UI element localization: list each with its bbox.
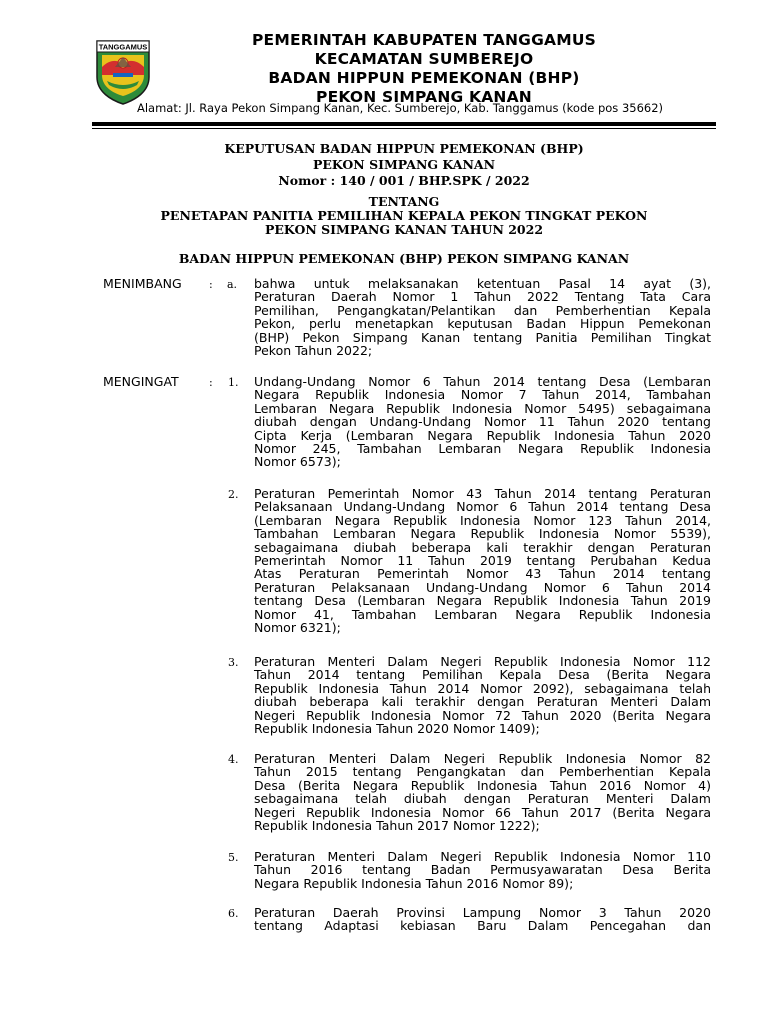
text-line: Nomor 6321); [254, 620, 341, 636]
text-line: Peraturan Pelaksanaan Undang-Undang Nomor 6 Tahun 2014 [254, 579, 711, 595]
logo-text: TANGGAMUS [98, 42, 148, 52]
text-line: Peraturan Pemerintah Nomor 43 Tahun 2014 tentang Peraturan [254, 486, 711, 501]
text-line: Nomor 6573); [254, 454, 341, 470]
text-line: tentang Adaptasi kebiasan Baru Dalam Pencegahan dan [254, 918, 711, 934]
mengingat-marker-4: 4. [228, 753, 239, 766]
text-line: Peraturan Menteri Dalam Negeri Republik Indonesia Nomor 110 [254, 849, 711, 864]
letterhead-line-4: PEKON SIMPANG KANAN [316, 88, 532, 106]
text-line: Negeri Republik Indonesia Nomor 66 Tahun 2017 (Berita Negara [254, 804, 711, 820]
mengingat-colon: : [209, 376, 213, 389]
text-line: Republik Indonesia Tahun 2014 Nomor 2092), sebagaimana telah [254, 680, 711, 696]
text-line: Pekon Tahun 2022; [254, 343, 373, 359]
text-line: Peraturan Daerah Nomor 1 Tahun 2022 Tentang Tata Cara [254, 289, 711, 305]
letterhead-line-3: BADAN HIPPUN PEMEKONAN (BHP) [268, 69, 580, 87]
address-line: Alamat: Jl. Raya Pekon Simpang Kanan, Kec. Sumberejo, Kab. Tanggamus (kode pos 35662) [136, 101, 664, 115]
menimbang-item-a [254, 277, 711, 357]
text-line: Negara Republik Indonesia Nomor 7 Tahun 2014, Tambahan [254, 387, 711, 403]
tanggamus-emblem-logo [93, 37, 153, 105]
text-line: diubah dengan Undang-Undang Nomor 11 Tahun 2020 tentang [254, 414, 711, 430]
text-line: Cipta Kerja (Lembaran Negara Republik Indonesia Tahun 2020 [254, 427, 711, 443]
text-line: Pemilihan, Pengangkatan/Pelantikan dan Pemberhentian Kepala [254, 302, 711, 318]
letterhead-line-2: KECAMATAN SUMBEREJO [314, 50, 534, 68]
text-line: Negeri Republik Indonesia Nomor 72 Tahun 2020 (Berita Negara [254, 707, 711, 723]
text-line: Tahun 2016 tentang Badan Permusyawaratan Desa Berita [254, 862, 711, 878]
text-line: Pekon, perlu menetapkan keputusan Badan Hippun Pemekonan [254, 316, 711, 332]
text-line: Tambahan Lembaran Negara Republik Indonesia Nomor 5539), [254, 526, 711, 542]
mengingat-label: MENGINGAT [103, 374, 179, 389]
text-line: Tahun 2014 tentang Pemilihan Kepala Desa (Berita Negara [254, 667, 711, 683]
mengingat-marker-1: 1. [228, 376, 239, 389]
mengingat-item-3 [254, 655, 711, 735]
text-line: Tahun 2015 tentang Pengangkatan dan Pemberhentian Kepala [254, 764, 711, 780]
text-line: Negara Republik Indonesia Tahun 2016 Nomor 89); [254, 875, 574, 891]
letterhead [160, 31, 688, 107]
header-rule-thin [92, 128, 716, 129]
mengingat-item-2 [254, 487, 711, 634]
text-line: (BHP) Pekon Simpang Kanan tentang Panitia Pemilihan Tingkat [254, 329, 711, 345]
decree-number: Nomor : 140 / 001 / BHP.SPK / 2022 [278, 173, 530, 188]
mengingat-marker-5: 5. [228, 851, 239, 864]
text-line: (Lembaran Negara Republik Indonesia Nomor 123 Tahun 2014, [254, 512, 711, 528]
text-line: sebagaimana telah diubah dengan Peraturan Menteri Dalam [254, 791, 711, 807]
mengingat-item-5 [254, 850, 711, 890]
decree-subject-line-1: PENETAPAN PANITIA PEMILIHAN KEPALA PEKON TINGKAT PEKON [160, 208, 648, 223]
decree-subject-line-2: PEKON SIMPANG KANAN TAHUN 2022 [264, 222, 544, 237]
text-line: Lembaran Negara Republik Indonesia Nomor 5495) sebagaimana [254, 400, 711, 416]
mengingat-item-6 [254, 906, 711, 933]
menimbang-label: MENIMBANG [103, 276, 182, 291]
text-line: bahwa untuk melaksanakan ketentuan Pasal 14 ayat (3), [254, 276, 711, 291]
text-line: Nomor 41, Tambahan Lembaran Negara Republik Indonesia [254, 606, 711, 622]
text-line: Undang-Undang Nomor 6 Tahun 2014 tentang Desa (Lembaran [254, 374, 711, 389]
text-line: tentang Desa (Lembaran Negara Republik Indonesia Tahun 2019 [254, 593, 711, 609]
mengingat-marker-2: 2. [228, 488, 239, 501]
mengingat-marker-6: 6. [228, 907, 239, 920]
mengingat-item-4 [254, 752, 711, 832]
text-line: sebagaimana diubah beberapa kali terakhir dengan Peraturan [254, 539, 711, 555]
text-line: Pemerintah Nomor 11 Tahun 2019 tentang Perubahan Kedua [254, 553, 711, 569]
header-rule-thick [92, 122, 716, 126]
letterhead-line-1: PEMERINTAH KABUPATEN TANGGAMUS [252, 31, 596, 49]
decree-tentang: TENTANG [368, 194, 440, 209]
text-line: Desa (Berita Negara Republik Indonesia Tahun 2016 Nomor 4) [254, 777, 711, 793]
menimbang-colon: : [209, 278, 213, 291]
text-line: Republik Indonesia Tahun 2020 Nomor 1409); [254, 721, 540, 737]
mengingat-item-1 [254, 375, 711, 469]
text-line: Peraturan Daerah Provinsi Lampung Nomor 3 Tahun 2020 [254, 905, 711, 920]
text-line: Peraturan Menteri Dalam Negeri Republik Indonesia Nomor 82 [254, 751, 711, 766]
menimbang-marker-a: a. [227, 278, 238, 291]
text-line: Atas Peraturan Pemerintah Nomor 43 Tahun 2014 tentang [254, 566, 711, 582]
text-line: Peraturan Menteri Dalam Negeri Republik Indonesia Nomor 112 [254, 654, 711, 669]
decree-title: KEPUTUSAN BADAN HIPPUN PEMEKONAN (BHP) [224, 141, 584, 156]
text-line: Nomor 245, Tambahan Lembaran Negara Republik Indonesia [254, 441, 711, 457]
mengingat-marker-3: 3. [228, 656, 239, 669]
decree-issuer: BADAN HIPPUN PEMEKONAN (BHP) PEKON SIMPANG KANAN [178, 251, 630, 266]
text-line: Pelaksanaan Undang-Undang Nomor 6 Tahun 2014 tentang Desa [254, 499, 711, 515]
text-line: Republik Indonesia Tahun 2017 Nomor 1222); [254, 818, 540, 834]
decree-village: PEKON SIMPANG KANAN [312, 157, 496, 172]
text-line: diubah beberapa kali terakhir dengan Peraturan Menteri Dalam [254, 694, 711, 710]
